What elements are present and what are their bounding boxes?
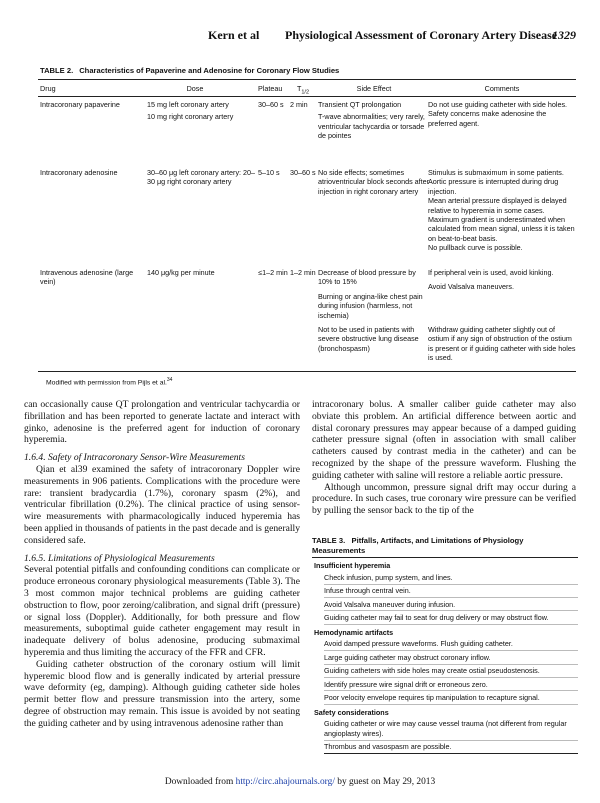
- paragraph: Although uncommon, pressure signal drift may occur during a procedure. In such cases, true coronary wire pressure can be verified by pulling the sensor back to the tip of the: [312, 481, 576, 517]
- table-2: [40, 82, 578, 372]
- section-heading-1-6-4: 1.6.4. Safety of Intracoronary Sensor-Wire Measurements: [24, 452, 245, 464]
- row-2-comments: Stimulus is submaximum in some patients. Aortic pressure is interrupted during drug injection. Mean arterial pressure displayed is delayed relative to hyperemia in some cases. Maximum gradient is underestimated when calculated from mean signal, unless it is taken on beat-to-beat basis. No pullback curve is possible.: [428, 168, 575, 253]
- table-3-item: Large guiding catheter may obstruct coronary inflow.: [324, 651, 578, 664]
- right-column: [312, 399, 576, 517]
- paragraph: intracoronary bolus. A smaller caliber guide catheter may also obviate this problem. An artificial difference between aortic and distal coronary pressures may appear because of a damped guiding catheter pressure signal (often in association with small caliber catheters caused by contrast media in the catheter) and can be recognized by the shape of the pressure waveform. Flushing the guiding catheter with saline will restore a reliable aortic pressure.: [312, 399, 576, 481]
- table-3-item: Guiding catheter may fail to seat for drug delivery or may obstruct flow.: [324, 611, 578, 624]
- row-3-drug: Intravenous adenosine (large vein): [40, 268, 134, 287]
- table-3-item: Thrombus and vasospasm are possible.: [324, 741, 578, 754]
- row-3-comments: If peripheral vein is used, avoid kinking. Avoid Valsalva maneuvers. Withdraw guiding catheter slightly out of ostium if any sign of obstruction of the ostium is present or if guiding catheter with side holes is used.: [428, 268, 576, 363]
- running-head-title: Physiological Assessment of Coronary Artery Disease: [285, 28, 558, 42]
- paragraph: can occasionally cause QT prolongation and ventricular tachycardia or fibrillation and has been reported to generate lactate and interact with ginko, adenosine is the preferred agent for induction of coronary hyperemia.: [24, 399, 300, 446]
- table-2-label: TABLE 2.: [40, 66, 74, 75]
- row-3-thalf: 1–2 min: [290, 268, 316, 277]
- table-3-item: Poor velocity envelope requires tip manipulation to recapture signal.: [324, 691, 578, 704]
- col-header-side-effect: Side Effect: [356, 84, 392, 93]
- row-2-thalf: 30–60 s: [290, 168, 316, 177]
- row-1-side-effect: Transient QT prolongation T-wave abnormalities; very rarely, ventricular tachycardia or torsade de pointes: [318, 100, 425, 141]
- row-2-dose: 30–60 μg left coronary artery: 20–30 μg right coronary artery: [147, 168, 256, 187]
- col-header-plateau: Plateau: [258, 84, 283, 93]
- running-head-authors: Kern et al: [208, 28, 260, 42]
- paragraph: Qian et al39 examined the safety of intracoronary Doppler wire measurements in 906 patients. Complications with the procedure were rare: transient bradycardia (1.7%), coronary spasm (2%), and ventricular fibrillation (0.2%). The clinical practice of using sensor-wire measurements with pharmacologically induced hyperemia has been applied in thousands of patients in the past decade and is generally considered safe.: [24, 463, 301, 546]
- row-1-drug: Intracoronary papaverine: [40, 100, 120, 109]
- table-3-item: Avoid Valsalva maneuver during infusion.: [324, 598, 578, 611]
- col-header-thalf: $T_{1/2}$: [296, 84, 310, 96]
- table-3-item: Identify pressure wire signal drift or erroneous zero.: [324, 678, 578, 691]
- running-head: [200, 28, 576, 44]
- table-2-title: Characteristics of Papaverine and Adenosine for Coronary Flow Studies: [79, 66, 340, 75]
- table-3: [312, 536, 578, 754]
- table-3-item: Infuse through central vein.: [324, 585, 578, 598]
- page-number: 1329: [552, 28, 576, 42]
- table-3-item: Guiding catheter or wire may cause vessel trauma (not different from regular angioplasty wires).: [324, 718, 578, 741]
- paragraph: Guiding catheter obstruction of the coronary ostium will limit hyperemic blood flow and is generally indicated by arterial pressure wave deformity (eg, damping). Although guiding catheter side holes permit better flow and pressure transmission into the artery, some degree of obstruction may remain. This issue is avoided by not seating the guiding catheter and by using intravenous adenosine rather than: [24, 658, 300, 729]
- paragraph: Several potential pitfalls and confounding conditions can complicate or produce erroneous coronary physiological measurements (Table 3). The 3 most common major technical problems are guiding catheter obstruction to flow, poor zeroing/calibration, and signal drift (pressure) or signal loss (Doppler). Additionally, for both pressure and flow measurements, suboptimal guide catheter engagement may result in inadequate delivery of bolus adenosine, producing submaximal hyperemia and thus limiting the accuracy of the FFR and CFR.: [24, 564, 300, 658]
- row-3-side-effect: Decrease of blood pressure by 10% to 15% Burning or angina-like chest pain during infusion (harmless, not ischemia) Not to be used in patients with severe obstructive lung disease (bronchospasm): [318, 268, 423, 353]
- row-1-plateau: 30–60 s: [258, 100, 284, 109]
- row-2-plateau: 5–10 s: [258, 168, 280, 177]
- table-3-label: TABLE 3.: [312, 536, 346, 545]
- table-3-top-rule: [312, 557, 578, 558]
- table-3-section-hemodynamic-artifacts: Hemodynamic artifacts Avoid damped pressure waveforms. Flush guiding catheter. Large guiding catheter may obstruct coronary inflow. Guiding catheters with side holes may create ostial pseudostenosis. Identify pressure wire signal drift or erroneous zero. Poor velocity envelope requires tip manipulation to recapture signal.: [312, 628, 578, 705]
- col-header-dose: Dose: [186, 84, 204, 93]
- table-2-footnote: Modified with permission from Pijls et al.$^{34}$: [46, 377, 173, 387]
- journal-link[interactable]: http://circ.ahajournals.org/: [235, 777, 335, 787]
- row-2-side-effect: No side effects; sometimes atrioventricular block seconds after injection in right coronary artery: [318, 168, 430, 196]
- left-column: [24, 399, 300, 730]
- table-2-caption: [40, 66, 339, 75]
- table-3-item: Check infusion, pump system, and lines.: [324, 571, 578, 584]
- row-2-drug: Intracoronary adenosine: [40, 168, 118, 177]
- table-3-item: Guiding catheters with side holes may create ostial pseudostenosis.: [324, 665, 578, 678]
- row-1-comments: Do not use guiding catheter with side holes. Safety concerns make adenosine the preferred agent.: [428, 100, 568, 128]
- col-header-comments: Comments: [484, 84, 520, 93]
- section-heading-1-6-5: 1.6.5. Limitations of Physiological Measurements: [24, 552, 215, 564]
- table-3-item: Avoid damped pressure waveforms. Flush guiding catheter.: [324, 638, 578, 651]
- row-3-dose: 140 μg/kg per minute: [147, 268, 215, 277]
- table-3-caption: [312, 536, 578, 557]
- table-3-section-insufficient-hyperemia: Insufficient hyperemia Check infusion, pump system, and lines. Infuse through central vein. Avoid Valsalva maneuver during infusion. Guiding catheter may fail to seat for drug delivery or may obstruct flow.: [312, 561, 578, 625]
- row-1-thalf: 2 min: [290, 100, 308, 109]
- row-3-plateau: ≤1–2 min: [258, 268, 288, 277]
- table-3-section-safety-considerations: Safety considerations Guiding catheter or wire may cause vessel trauma (not different from regular angioplasty wires). Thrombus and vasospasm are possible.: [312, 708, 578, 754]
- download-footer: Downloaded from http://circ.ahajournals.org/ by guest on May 29, 2013: [164, 777, 436, 787]
- table-3-title: Pitfalls, Artifacts, and Limitations of Physiology Measurements: [312, 536, 524, 555]
- table-2-top-rule: [38, 79, 576, 80]
- col-header-drug: Drug: [40, 84, 56, 93]
- row-1-dose: 15 mg left coronary artery 10 mg right coronary artery: [147, 100, 234, 122]
